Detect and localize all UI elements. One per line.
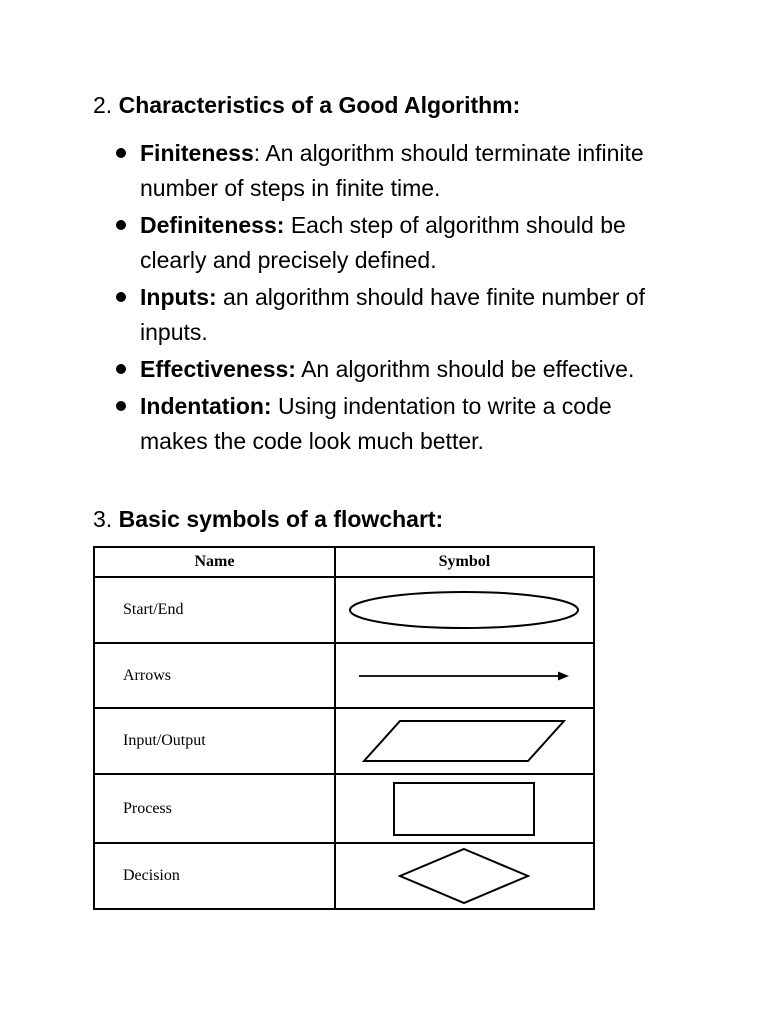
header-symbol: Symbol [335, 547, 594, 577]
symbol-name-arrows: Arrows [94, 643, 335, 708]
flowchart-symbols-table [93, 546, 595, 910]
table-row [94, 774, 594, 843]
term-indentation: Indentation: [140, 393, 272, 419]
list-item-definiteness [112, 208, 672, 278]
description-indentation: Using indentation to write a code makes the code look much better. [140, 393, 612, 454]
symbol-cell [335, 843, 594, 909]
term-finiteness: Finiteness [140, 140, 254, 166]
bullet-icon [116, 148, 126, 158]
description-definiteness: Each step of algorithm should be clearly and precisely defined. [140, 212, 626, 273]
table-row [94, 843, 594, 909]
description-finiteness: An algorithm should terminate infinite number of steps in finite time. [140, 140, 644, 201]
section-3-heading [93, 505, 443, 533]
parallelogram-icon [362, 719, 566, 763]
table-header-row [94, 547, 594, 577]
bullet-icon [116, 364, 126, 374]
rectangle-icon [392, 781, 536, 837]
characteristics-list [112, 136, 672, 461]
description-inputs: an algorithm should have finite number of inputs. [140, 284, 645, 345]
symbol-name-start-end: Start/End [94, 577, 335, 643]
table-row [94, 708, 594, 774]
list-item-effectiveness [112, 352, 672, 387]
section-2-number: 2. [93, 92, 113, 118]
description-effectiveness: An algorithm should be effective. [295, 356, 635, 382]
symbol-cell [335, 577, 594, 643]
symbol-cell [335, 643, 594, 708]
table-row [94, 643, 594, 708]
term-inputs: Inputs: [140, 284, 217, 310]
diamond-icon [398, 847, 530, 905]
symbol-cell [335, 774, 594, 843]
bullet-icon [116, 401, 126, 411]
bullet-icon [116, 292, 126, 302]
section-2-title: Characteristics of a Good Algorithm: [118, 92, 521, 118]
list-item-finiteness [112, 136, 672, 206]
arrow-icon [358, 669, 570, 683]
list-item-indentation [112, 389, 672, 459]
symbol-cell [335, 708, 594, 774]
term-separator: : [253, 140, 261, 166]
section-2-heading [93, 91, 520, 119]
symbol-name-decision: Decision [94, 843, 335, 909]
section-3-number: 3. [93, 506, 113, 532]
list-item-inputs [112, 280, 672, 350]
oval-icon [348, 588, 580, 632]
symbol-name-input-output: Input/Output [94, 708, 335, 774]
symbol-name-process: Process [94, 774, 335, 843]
table-row [94, 577, 594, 643]
term-effectiveness: Effectiveness: [140, 356, 296, 382]
section-3-title: Basic symbols of a flowchart: [118, 506, 444, 532]
bullet-icon [116, 220, 126, 230]
header-name: Name [94, 547, 335, 577]
term-definiteness: Definiteness: [140, 212, 285, 238]
